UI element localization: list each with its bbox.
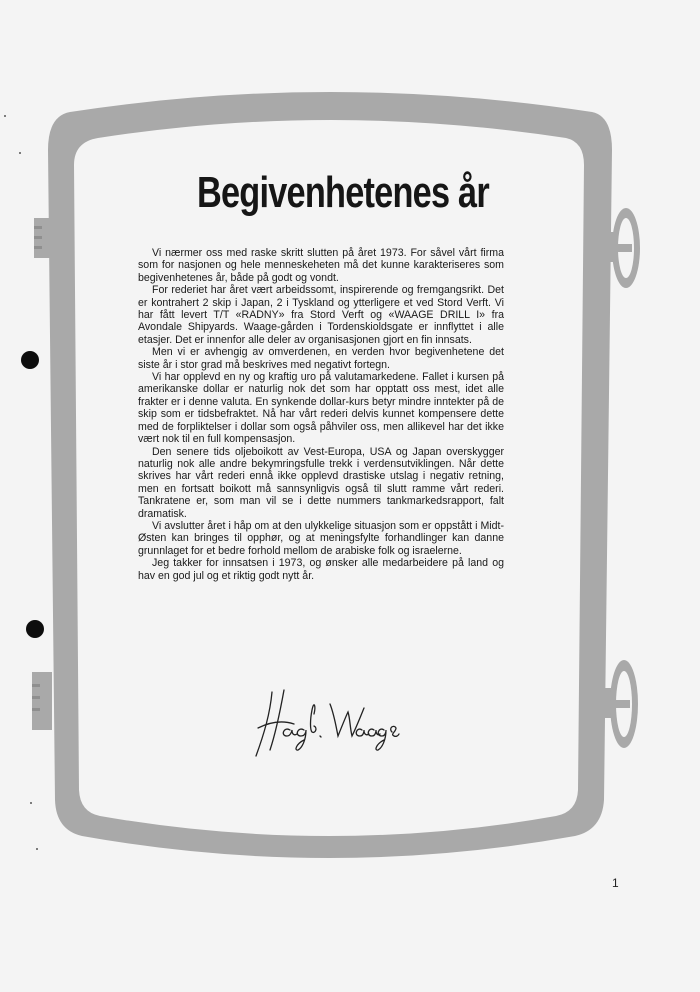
paper-speck [4,115,6,117]
paragraph: Vi har opplevd en ny og kraftig uro på valutamarkedene. Fallet i kursen på amerikanske dollar er naturlig nok det som har opptatt oss mest, idet alle frakter er i denne valuta. En synkende dollar-kurs betyr mindre inntekter på de skip som er tidsbefraktet. Nå har vårt rederi delvis kunnet kompensere dette med de forpliktelser i dollar som også påhviler oss, men allikevel har det ikke vært nok til en full kompensasjon. [138,371,504,446]
paragraph: Den senere tids oljeboikott av Vest-Europa, USA og Japan overskygger naturlig nok alle andre bekymringsfulle trekk i verdensutviklingen. Når dette skrives har vårt rederi ennå ikke opplevd drastiske utslag i negativ retning, men en fortsatt boikott må sannsynligvis også til slutt ramme vårt rederi. Tankratene er, som man vil se i dette nummers tankmarkedsrapport, falt dramatisk. [138,445,504,520]
paper-speck [19,152,21,154]
handwritten-signature [250,684,400,764]
paragraph: Men vi er avhengig av omverdenen, en verden hvor begivenhetene det siste år i stor grad må beskrives med negativt fortegn. [138,346,504,371]
paragraph: For rederiet har året vært arbeidssomt, inspirerende og fremgangsrikt. Det er kontrahert 2 skip i Japan, 2 i Tyskland og ytterligere et ved Stord Verft. Vi har fått levert T/T «RADNY» fra Stord Verft og «WAAGE DRILL I» fra Avondale Shipyards. Waage-gården i Tordenskioldsgate er innflyttet i alle etasjer. Det er innenfor alle deler av organisasjonen gjort en fin innsats. [138,284,504,346]
paragraph: Vi nærmer oss med raske skritt slutten på året 1973. For såvel vårt firma som for nasjonen og hele menneskeheten må det kunne karakteriseres som begivenhetenes år, både på godt og vondt. [138,247,504,284]
paragraph: Jeg takker for innsatsen i 1973, og ønsker alle medarbeidere på land og hav en god jul og et riktig godt nytt år. [138,557,504,582]
paper-speck [30,802,32,804]
paper-speck [36,848,38,850]
page-number: 1 [612,876,619,890]
page-title: Begivenhetenes år [196,168,489,217]
letter-body [138,247,504,582]
paragraph: Vi avslutter året i håp om at den ulykkelige situasjon som er oppstått i Midt-Østen kan bringes til opphør, og at meningsfylte forhandlinger kan danne grunnlaget for et bedre forhold mellom de arabiske folk og israelerne. [138,519,504,557]
binder-hole-top [21,351,39,369]
binder-hole-bottom [26,620,44,638]
